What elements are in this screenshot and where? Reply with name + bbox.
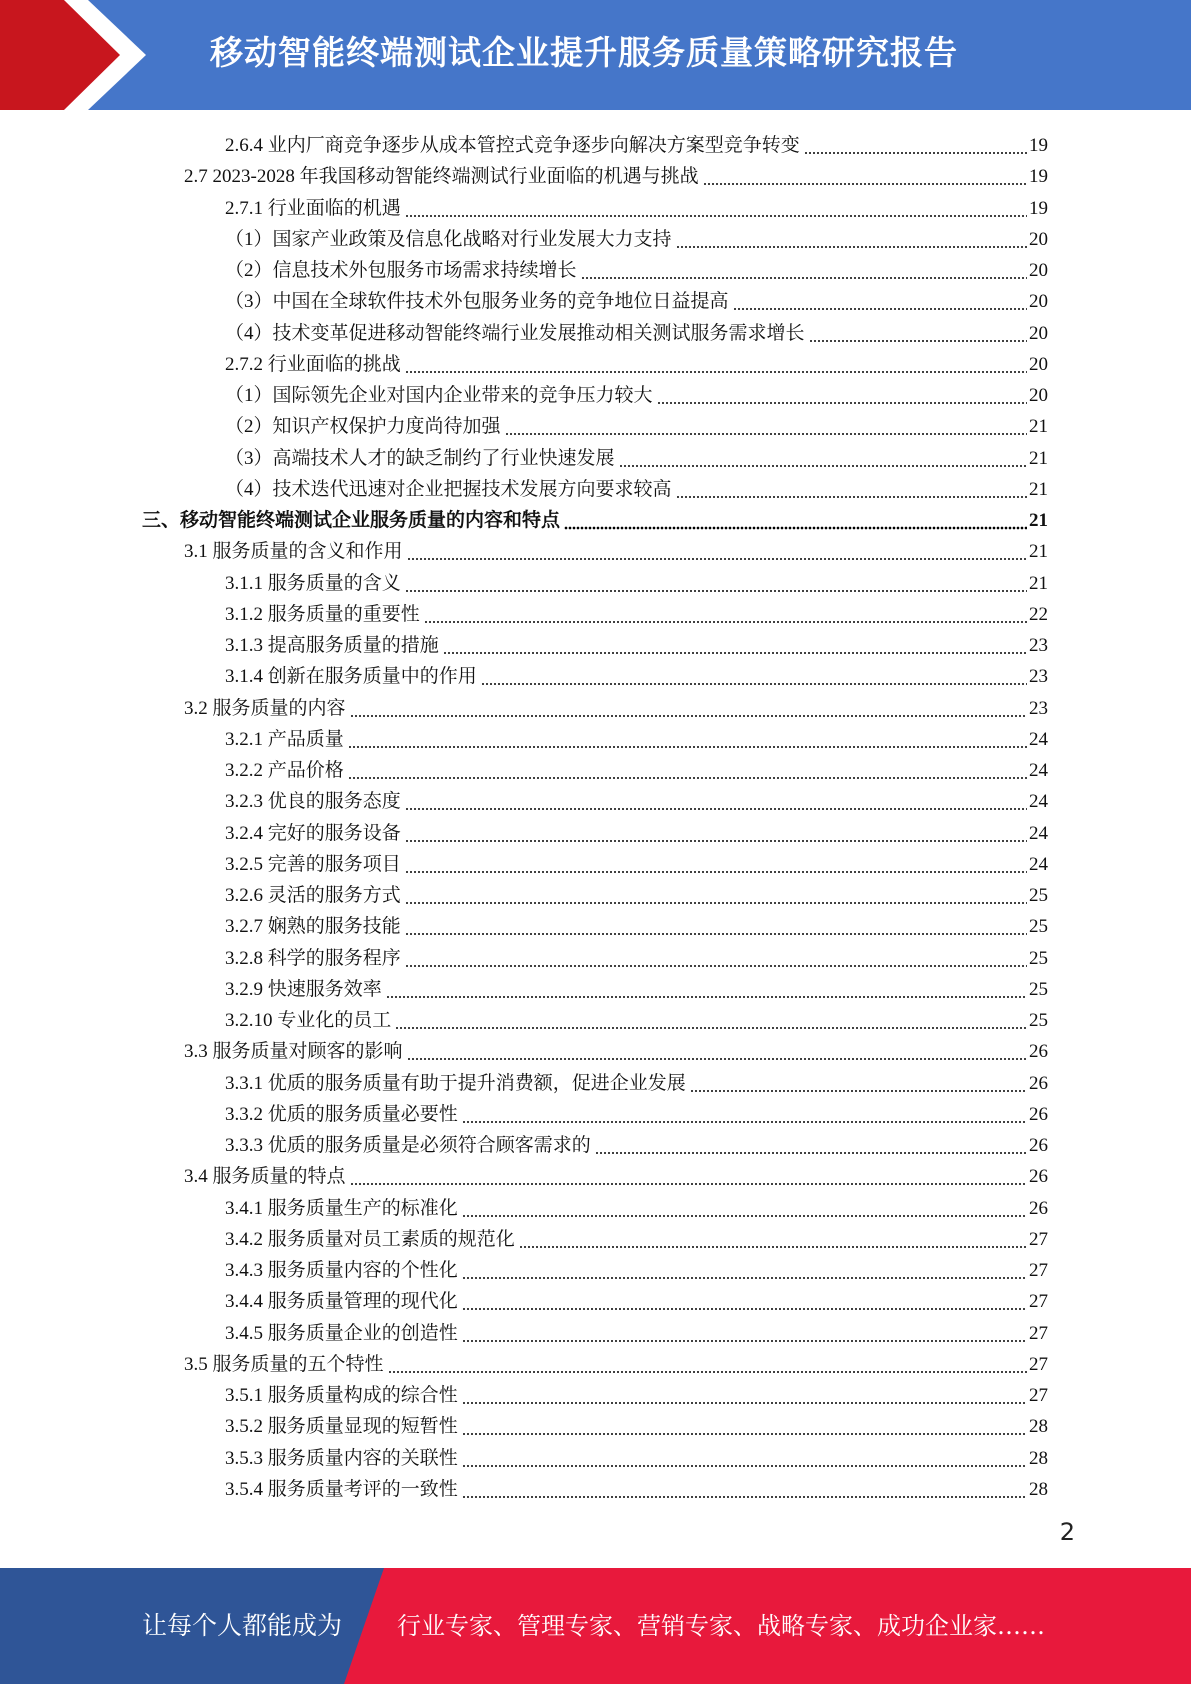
toc-entry[interactable]: [184, 1158, 1048, 1189]
toc-leader-dots: [395, 1012, 1027, 1030]
toc-entry-page: 20: [1029, 260, 1048, 281]
toc-entry[interactable]: [225, 658, 1048, 689]
toc-entry-label: 3.5.3 服务质量内容的关联性: [225, 1447, 458, 1469]
toc-leader-dots: [443, 637, 1027, 655]
toc-entry-label: 3.5.2 服务质量显现的短暂性: [225, 1416, 458, 1438]
toc-leader-dots: [407, 1043, 1027, 1061]
toc-leader-dots: [424, 606, 1027, 624]
footer-roles: 行业专家、管理专家、营销专家、战略专家、成功企业家……: [397, 1612, 1045, 1640]
toc-entry[interactable]: [225, 440, 1048, 471]
toc-entry[interactable]: [225, 908, 1048, 939]
toc-leader-dots: [690, 1075, 1027, 1093]
toc-entry[interactable]: [225, 1440, 1048, 1471]
toc-entry-label: （3）中国在全球软件技术外包服务业务的竞争地位日益提高: [225, 291, 729, 313]
toc-entry-page: 24: [1029, 760, 1048, 781]
toc-entry-page: 20: [1029, 385, 1048, 406]
toc-entry[interactable]: [184, 533, 1048, 564]
toc-leader-dots: [462, 1325, 1027, 1343]
toc-entry-label: 3.1.1 服务质量的含义: [225, 572, 401, 594]
page-number: 2: [1059, 1518, 1075, 1546]
toc-entry[interactable]: [225, 127, 1048, 158]
toc-entry-page: 27: [1029, 1260, 1048, 1281]
toc-leader-dots: [405, 918, 1027, 936]
toc-entry-label: 3.5.1 服务质量构成的综合性: [225, 1385, 458, 1406]
toc-entry-page: 27: [1029, 1322, 1048, 1344]
toc-leader-dots: [405, 856, 1027, 874]
toc-entry-page: 27: [1029, 1291, 1048, 1313]
toc-entry[interactable]: [225, 627, 1048, 658]
toc-entry-page: 19: [1029, 197, 1048, 219]
toc-entry-page: 20: [1029, 322, 1048, 344]
toc-entry-page: 19: [1029, 135, 1048, 156]
toc-entry-label: 3.2.5 完善的服务项目: [225, 853, 401, 875]
toc-entry-label: （3）高端技术人才的缺乏制约了行业快速发展: [225, 447, 615, 469]
toc-entry-label: 3.4.4 服务质量管理的现代化: [225, 1291, 458, 1313]
toc-entry[interactable]: [225, 1096, 1048, 1127]
toc-entry-label: 3.5.4 服务质量考评的一致性: [225, 1478, 458, 1500]
toc-leader-dots: [657, 387, 1027, 405]
toc-leader-dots: [462, 1200, 1027, 1218]
toc-entry-page: 26: [1029, 1103, 1048, 1125]
toc-leader-dots: [462, 1387, 1027, 1405]
toc-entry-label: （4）技术变革促进移动智能终端行业发展推动相关测试服务需求增长: [225, 322, 805, 344]
toc-leader-dots: [405, 575, 1027, 593]
toc-leader-dots: [564, 512, 1027, 530]
toc-entry-page: 20: [1029, 291, 1048, 313]
toc-entry-label: 3.2.6 灵活的服务方式: [225, 885, 401, 906]
toc-entry-page: 25: [1029, 885, 1048, 906]
toc-leader-dots: [462, 1450, 1027, 1468]
toc-entry[interactable]: [225, 408, 1048, 439]
toc-entry[interactable]: [225, 1190, 1048, 1221]
toc-leader-dots: [595, 1137, 1027, 1155]
toc-entry[interactable]: [225, 1127, 1048, 1158]
toc-entry-label: 3.2.4 完好的服务设备: [225, 822, 401, 844]
toc-entry-label: （4）技术迭代迅速对企业把握技术发展方向要求较高: [225, 478, 672, 500]
toc-entry[interactable]: [184, 1033, 1048, 1064]
toc-entry-label: 3.2.3 优良的服务态度: [225, 791, 401, 813]
toc-entry-page: 21: [1029, 572, 1048, 594]
toc-leader-dots: [348, 762, 1027, 780]
toc-entry-page: 27: [1029, 1353, 1048, 1375]
toc-entry[interactable]: [184, 690, 1048, 721]
toc-entry-label: 3.1 服务质量的含义和作用: [184, 541, 403, 563]
toc-entry-label: 3.2.8 科学的服务程序: [225, 947, 401, 969]
toc-entry-label: 3.4.2 服务质量对员工素质的规范化: [225, 1228, 515, 1250]
toc-entry-page: 21: [1029, 510, 1048, 531]
toc-leader-dots: [462, 1293, 1027, 1311]
toc-entry-page: 21: [1029, 541, 1048, 563]
toc-entry[interactable]: [225, 971, 1048, 1002]
toc-entry-page: 23: [1029, 697, 1048, 719]
toc-entry-label: 3.1.3 提高服务质量的措施: [225, 635, 439, 656]
report-title: 移动智能终端测试企业提升服务质量策略研究报告: [210, 33, 958, 72]
toc-entry-label: 3.4.1 服务质量生产的标准化: [225, 1197, 458, 1219]
toc-leader-dots: [809, 325, 1027, 343]
toc-entry[interactable]: [225, 283, 1048, 314]
toc-entry-page: 28: [1029, 1416, 1048, 1438]
toc-leader-dots: [581, 262, 1027, 280]
toc-entry-page: 24: [1029, 853, 1048, 875]
toc-entry-label: 3.2.9 快速服务效率: [225, 978, 382, 1000]
toc-entry[interactable]: [184, 1346, 1048, 1377]
toc-entry[interactable]: [225, 1408, 1048, 1439]
toc-leader-dots: [405, 887, 1027, 905]
toc-leader-dots: [405, 356, 1027, 374]
toc-entry-label: 3.1.4 创新在服务质量中的作用: [225, 666, 477, 688]
toc-leader-dots: [350, 700, 1027, 718]
toc-entry[interactable]: [225, 565, 1048, 596]
toc-entry-page: 24: [1029, 791, 1048, 813]
toc-leader-dots: [405, 793, 1027, 811]
toc-entry[interactable]: [225, 783, 1048, 814]
toc-entry[interactable]: [225, 1252, 1048, 1283]
toc-entry-label: （2）知识产权保护力度尚待加强: [225, 416, 501, 438]
toc-leader-dots: [619, 450, 1027, 468]
toc-entry-page: 27: [1029, 1228, 1048, 1250]
toc-entry-label: 2.7 2023-2028 年我国移动智能终端测试行业面临的机遇与挑战: [184, 166, 699, 188]
toc-entry-page: 21: [1029, 416, 1048, 438]
toc-entry-page: 20: [1029, 353, 1048, 375]
toc-entry[interactable]: [225, 377, 1048, 408]
toc-entry[interactable]: [225, 815, 1048, 846]
toc-entry-page: 24: [1029, 728, 1048, 750]
toc-entry-page: 25: [1029, 947, 1048, 969]
toc-entry-label: 2.7.2 行业面临的挑战: [225, 353, 401, 375]
toc-entry-label: 3.2.7 娴熟的服务技能: [225, 916, 401, 938]
toc-entry-label: 3.3.1 优质的服务质量有助于提升消费额，促进企业发展: [225, 1072, 686, 1094]
toc-entry-page: 26: [1029, 1072, 1048, 1094]
toc-entry[interactable]: [225, 752, 1048, 783]
toc-entry-label: 三、移动智能终端测试企业服务质量的内容和特点: [142, 510, 561, 531]
toc-leader-dots: [804, 137, 1027, 155]
toc-entry-label: 3.2.1 产品质量: [225, 728, 344, 750]
toc-entry[interactable]: [142, 502, 1048, 533]
toc-entry-label: （2）信息技术外包服务市场需求持续增长: [225, 260, 577, 281]
toc-entry[interactable]: [225, 1002, 1048, 1033]
toc-entry[interactable]: [225, 315, 1048, 346]
toc-leader-dots: [405, 825, 1027, 843]
toc-leader-dots: [405, 200, 1027, 218]
toc-entry[interactable]: [225, 846, 1048, 877]
toc-leader-dots: [348, 731, 1027, 749]
toc-entry-page: 28: [1029, 1447, 1048, 1469]
toc-entry-page: 25: [1029, 978, 1048, 1000]
toc-entry-page: 24: [1029, 822, 1048, 844]
toc-entry-label: 3.4.3 服务质量内容的个性化: [225, 1260, 458, 1281]
toc-entry[interactable]: [225, 346, 1048, 377]
toc-leader-dots: [350, 1168, 1027, 1186]
toc-entry[interactable]: [225, 1065, 1048, 1096]
toc-leader-dots: [462, 1418, 1027, 1436]
toc-entry-label: 3.2 服务质量的内容: [184, 697, 346, 719]
toc-entry-label: 3.2.2 产品价格: [225, 760, 344, 781]
toc-leader-dots: [405, 950, 1027, 968]
toc-entry-page: 26: [1029, 1135, 1048, 1156]
toc-leader-dots: [733, 293, 1027, 311]
toc-leader-dots: [388, 1356, 1027, 1374]
toc-entry-page: 23: [1029, 666, 1048, 688]
toc-entry-page: 22: [1029, 603, 1048, 625]
toc-entry[interactable]: [225, 721, 1048, 752]
toc-entry-page: 25: [1029, 916, 1048, 938]
toc-leader-dots: [407, 543, 1027, 561]
toc-leader-dots: [462, 1481, 1027, 1499]
header-chevron-decoration: [0, 0, 150, 110]
toc-entry-label: 2.7.1 行业面临的机遇: [225, 197, 401, 219]
toc-entry[interactable]: [225, 1315, 1048, 1346]
toc-entry-page: 26: [1029, 1041, 1048, 1063]
toc-leader-dots: [703, 168, 1027, 186]
toc-entry[interactable]: [225, 596, 1048, 627]
toc-entry[interactable]: [225, 221, 1048, 252]
toc-entry-label: 3.2.10 专业化的员工: [225, 1010, 392, 1031]
toc-entry-label: （1）国际领先企业对国内企业带来的竞争压力较大: [225, 385, 653, 406]
toc-entry[interactable]: [225, 1283, 1048, 1314]
toc-leader-dots: [505, 418, 1027, 436]
toc-entry[interactable]: [225, 1471, 1048, 1502]
toc-entry-page: 21: [1029, 478, 1048, 500]
page-footer: [0, 1568, 1191, 1684]
toc-entry-label: 3.5 服务质量的五个特性: [184, 1353, 384, 1375]
toc-entry-page: 20: [1029, 228, 1048, 250]
toc-leader-dots: [676, 481, 1027, 499]
toc-entry-page: 19: [1029, 166, 1048, 188]
toc-leader-dots: [462, 1262, 1027, 1280]
toc-leader-dots: [481, 668, 1027, 686]
toc-leader-dots: [519, 1231, 1027, 1249]
toc-entry[interactable]: [184, 158, 1048, 189]
footer-slogan: 让每个人都能成为: [142, 1611, 343, 1640]
toc-leader-dots: [386, 981, 1027, 999]
toc-entry-label: 3.3.2 优质的服务质量必要性: [225, 1103, 458, 1125]
toc-entry-label: 3.3 服务质量对顾客的影响: [184, 1041, 403, 1063]
toc-entry[interactable]: [225, 1221, 1048, 1252]
toc-entry-page: 26: [1029, 1166, 1048, 1188]
toc-entry-page: 28: [1029, 1478, 1048, 1500]
page-header: [0, 0, 1191, 110]
toc-entry-label: 2.6.4 业内厂商竞争逐步从成本管控式竞争逐步向解决方案型竞争转变: [225, 135, 800, 156]
toc-entry-page: 23: [1029, 635, 1048, 656]
toc-entry-label: 3.1.2 服务质量的重要性: [225, 603, 420, 625]
toc-leader-dots: [676, 231, 1027, 249]
toc-entry[interactable]: [225, 471, 1048, 502]
toc-entry-label: 3.4 服务质量的特点: [184, 1166, 346, 1188]
toc-entry-label: 3.3.3 优质的服务质量是必须符合顾客需求的: [225, 1135, 591, 1156]
toc-entry-label: 3.4.5 服务质量企业的创造性: [225, 1322, 458, 1344]
toc-entry[interactable]: [225, 190, 1048, 221]
toc-leader-dots: [462, 1106, 1027, 1124]
toc-entry-page: 27: [1029, 1385, 1048, 1406]
toc-entry[interactable]: [225, 1377, 1048, 1408]
toc-entry-page: 21: [1029, 447, 1048, 469]
toc-entry-label: （1）国家产业政策及信息化战略对行业发展大力支持: [225, 228, 672, 250]
toc-entry[interactable]: [225, 252, 1048, 283]
toc-entry[interactable]: [225, 877, 1048, 908]
toc-entry-page: 25: [1029, 1010, 1048, 1031]
toc-entry[interactable]: [225, 940, 1048, 971]
toc-entry-page: 26: [1029, 1197, 1048, 1219]
